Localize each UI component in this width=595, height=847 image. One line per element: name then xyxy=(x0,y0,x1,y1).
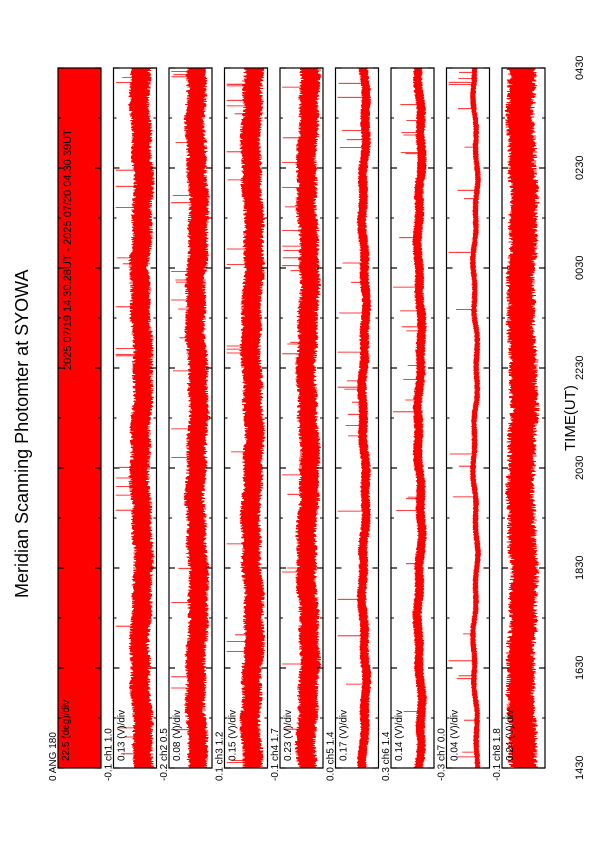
trace-ch1 xyxy=(116,68,155,768)
x-axis-label: TIME(UT) xyxy=(562,385,579,451)
panel-ch7 xyxy=(437,68,490,781)
panel-scale-label: 0.23 (V)/div xyxy=(283,709,294,761)
panel-ch4 xyxy=(270,68,323,781)
x-tick-label: 1430 xyxy=(574,755,586,780)
x-tick-label: 1830 xyxy=(574,555,586,580)
panel-y-labels: 0 ANG 180 xyxy=(48,732,59,781)
x-tick-label: 1630 xyxy=(574,655,586,680)
panel-scale-label: 0.24 (V)/div xyxy=(505,709,516,761)
panel-ch6 xyxy=(381,68,434,781)
x-tick-label: 2030 xyxy=(574,455,586,480)
panel-y-labels: 0.0 ch5 1.4 xyxy=(325,731,337,781)
panel-ang xyxy=(48,68,101,781)
panel-ch1 xyxy=(104,68,157,781)
panel-ch2 xyxy=(159,68,212,781)
trace-path xyxy=(505,68,540,768)
trace-ch3 xyxy=(227,68,266,768)
time-range-label: 2025 07/19 14:30:28UT - 2025 07/20 04:30:39UT xyxy=(62,129,74,370)
panel-frame xyxy=(447,68,490,768)
figure-title: Meridian Scanning Photomter at SYOWA xyxy=(12,269,32,598)
trace-path xyxy=(412,68,427,768)
panel-frame xyxy=(336,68,379,768)
panel-ch3 xyxy=(215,68,268,781)
panel-scale-label: 22.5 (deg)/div xyxy=(61,699,72,761)
x-tick-label: 0430 xyxy=(574,55,586,80)
trace-path xyxy=(128,68,154,768)
x-tick-label: 0230 xyxy=(574,155,586,180)
trace-path xyxy=(295,68,321,768)
x-tick-label: 0030 xyxy=(574,255,586,280)
trace-ch6 xyxy=(393,68,427,768)
trace-path xyxy=(470,68,481,768)
panel-frame xyxy=(391,68,434,768)
trace-path xyxy=(239,68,265,768)
panel-scale-label: 0.15 (V)/div xyxy=(227,709,239,761)
x-tick-label: 2230 xyxy=(574,355,586,380)
panel-scale-label: 0.14 (V)/div xyxy=(394,709,405,761)
panel-ch5 xyxy=(326,68,379,781)
trace-ch8 xyxy=(505,68,540,768)
panel-y-labels: -0.1 ch8 1.8 xyxy=(492,728,503,781)
panel-y-labels: 0.1 ch3 1.2 xyxy=(214,731,226,781)
panel-y-labels: -0.1 ch4 1.7 xyxy=(270,728,281,781)
panel-ch8 xyxy=(492,68,545,781)
trace-ch7 xyxy=(449,68,481,768)
panel-scale-label: 0.04 (V)/div xyxy=(449,709,461,761)
panel-y-labels: -0.2 ch2 0.5 xyxy=(159,728,170,781)
panel-y-labels: -0.1 ch1 1.0 xyxy=(103,728,115,781)
trace-ch2 xyxy=(171,68,210,768)
panel-scale-label: 0.08 (V)/div xyxy=(172,709,183,761)
panel-scale-label: 0.13 (V)/div xyxy=(116,709,128,761)
trace-path xyxy=(184,68,210,768)
trace-ch4 xyxy=(282,68,321,768)
panel-y-labels: -0.3 ch7 0.0 xyxy=(436,728,448,781)
trace-ch5 xyxy=(338,68,372,768)
panel-y-labels: 0.3 ch6 1.4 xyxy=(381,731,392,781)
trace-path xyxy=(357,68,372,768)
panel-scale-label: 0.17 (V)/div xyxy=(338,709,350,761)
